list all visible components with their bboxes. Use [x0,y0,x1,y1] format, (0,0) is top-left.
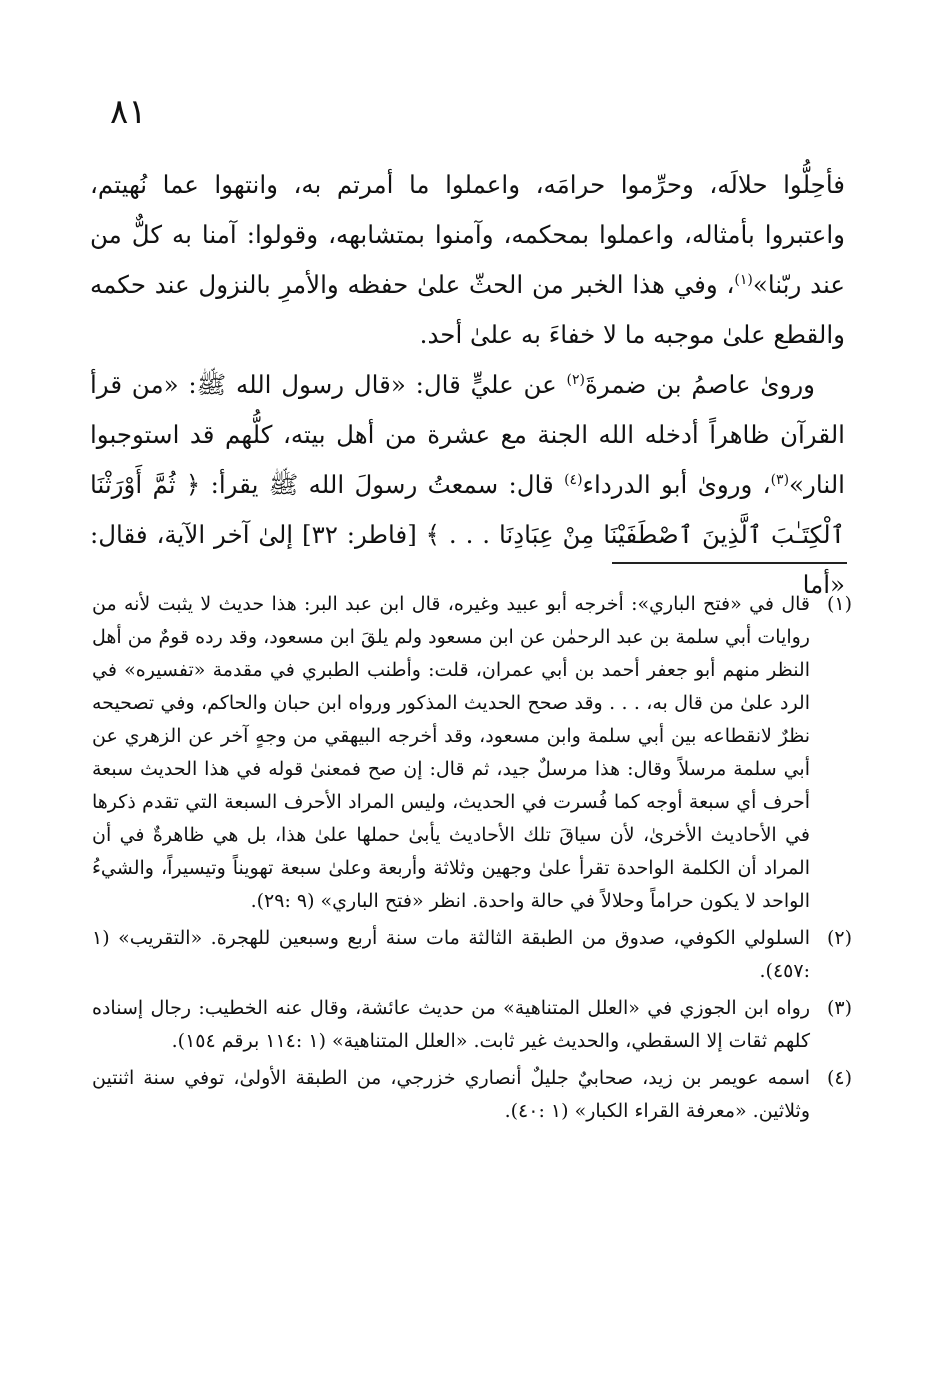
footnote-3 [92,992,852,1058]
footnote-text: السلولي الكوفي، صدوق من الطبقة الثالثة مات سنة أربع وسبعين للهجرة. «التقريب» (١ :٤٥٧). [92,927,810,982]
paragraph-2-part-c: ، ورویٰ أبو الدرداء [582,470,771,499]
paragraph-2-part-a: ورویٰ عاصمُ بن ضمرةَ [585,370,815,399]
footnote-text: اسمه عويمر بن زيد، صحابيٌ جليلٌ أنصاري خزرجي، من الطبقة الأولىٰ، توفي سنة اثنتين وثلاثين. «معرفة القراء الكبار» (١ :٤٠). [92,1067,810,1122]
footnote-number: (٢) [826,927,852,949]
page-number: ٨١ [110,92,147,132]
paragraph-1-text: فأحِلُّوا حلالَه، وحرِّموا حرامَه، واعملوا ما أمرتم به، وانتهوا عما نُهيتم، واعتبروا بأمثاله، واعملوا بمحكمه، وآمنوا بمتشابهه، وقولوا: آمنا به كلٌّ من عند ربّنا» [90,170,845,299]
footnote-ref-2: (٢) [566,371,586,388]
main-text [90,160,845,610]
footnote-number: (١) [826,593,852,615]
paragraph-1 [90,160,845,360]
paragraph-2-part-b: عن عليٍّ قال: «قال رسول الله ﷺ: «من قرأ القرآن ظاهراً أدخله الله الجنة مع عشرة من أهل بيته، كلُّهم قد استوجبوا النار» [90,370,845,499]
paragraph-1-tail: ، وفي هذا الخبر من الحثّ علىٰ حفظه والأمرِ بالنزول عند حكمه والقطع علىٰ موجبه ما لا خفاءَ به علىٰ أحد. [90,270,845,349]
footnote-number: (٣) [826,997,852,1019]
footnote-number: (٤) [826,1067,852,1089]
footnote-ref-1: (١) [734,271,753,288]
footnote-ref-4: (٤) [564,471,583,488]
footnote-text: قال في «فتح الباري»: أخرجه أبو عبيد وغيره، قال ابن عبد البر: هذا حديث لا يثبت لأنه من روايات أبي سلمة بن عبد الرحمٰن عن ابن مسعود ولم يلقَ ابن مسعود، وقد رده قومٌ من أهل النظر منهم أبو جعفر أحمد بن أبي عمران، قلت: وأطنب الطبري في مقدمة «تفسيره» في الرد علىٰ من قال به، . . . وقد صحح الحديث المذكور ورواه ابن حبان والحاكم، وفي تصحيحه نظرٌ لانقطاعه بين أبي سلمة وابن مسعود، وقد أخرجه البيهقي من وجهٍ آخر عن الزهري عن أبي سلمة مرسلاً وقال: هذا مرسلٌ جيد، ثم قال: إن صح فمعنىٰ قوله في هذا الحديث سبعة أحرف أي سبعة أوجه كما فُسرت في الحديث، وليس المراد الأحرف السبعة التي تقدم ذكرها في الأحاديث الأخرىٰ، لأن سياقَ تلك الأحاديث يأبىٰ حملها علىٰ هذا، بل هي ظاهرةٌ في أن المراد أن الكلمة الواحدة تقرأ علىٰ وجهين وثلاثة وأربعة وعلىٰ سبعة تهويناً وتيسيراً، والشيءُ الواحد لا يكون حراماً وحلالاً في حالة واحدة. انظر «فتح الباري» (٩ :٢٩). [92,593,810,912]
footnote-4 [92,1062,852,1128]
footnotes [92,588,852,1132]
footnote-text: رواه ابن الجوزي في «العلل المتناهية» من حديث عائشة، وقال عنه الخطيب: رجال إسناده كلهم ثقات إلا السقطي، والحديث غير ثابت. «العلل المتناهية» (١ :١١٤ برقم ١٥٤). [92,997,810,1052]
footnote-2 [92,922,852,988]
paragraph-2 [90,360,845,610]
footnote-1 [92,588,852,918]
paragraph-2-part-d: قال: سمعتُ رسولَ الله ﷺ يقرأ: ﴿ ثُمَّ أَوْرَثْنَا ٱلْكِتَـٰبَ ٱلَّذِينَ ٱصْطَفَيْنَا مِنْ عِبَادِنَا . . . ﴾ [فاطر: ٣٢] إلىٰ آخر الآية، فقال: «أما [90,470,846,599]
footnote-ref-3: (٣) [770,471,790,488]
footnote-divider [612,562,847,564]
